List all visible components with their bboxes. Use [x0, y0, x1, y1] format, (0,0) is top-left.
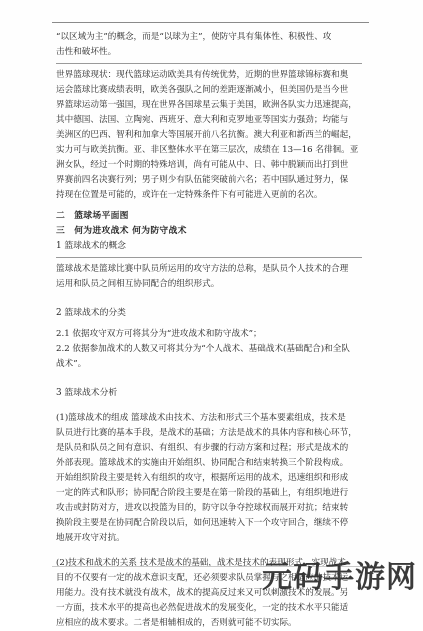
text-line: 击性和破坏性。 [56, 47, 117, 57]
list-item: 2.1 依据攻守双方可将其分为“进攻战术和防守战术”； [56, 329, 262, 339]
text-line: 地展开攻守对抗。 [56, 533, 125, 543]
text-line: 一方面，技术水平的提高也必然促进战术的发展变化，一定的技术水平只能适 [56, 603, 349, 613]
classification-list [56, 327, 362, 372]
section-divider [56, 63, 362, 64]
text-line: 是队员和队员之间有意识、有组织、有步骤的行动方案和过程；形式是战术的 [56, 443, 349, 453]
text-line: 一定的阵式和队形；协同配合阶段主要是在第一阶段的基础上，有组织地进行 [56, 488, 349, 498]
tactics-composition-paragraph [56, 411, 362, 546]
top-rule [52, 22, 369, 23]
site-watermark: 元码手游网 [262, 560, 417, 595]
intro-paragraph [56, 30, 362, 60]
section-2-title: 2 篮球战术的分类 [56, 308, 126, 318]
text-line: 美洲区的巴西、智利和加拿大等国展开前八名抗衡。澳大利亚和新西兰的崛起， [56, 130, 357, 140]
text-line: 实力可与欧美抗衡。亚、非区整体水平在第三层次，成绩在 13—16 名徘徊。亚 [56, 145, 359, 155]
text-line: 外部表现。篮球战术的实施由开始组织、协同配合和结束转换三个阶段构成。 [56, 458, 349, 468]
text-line: 目的不仅要有一定的战术意识支配，还必须要求队员掌握与之相适应的技术运 [56, 573, 349, 583]
text-line: (2)技术和战术的关系 技术是战术的基础，战术是技术的表现形式。实现战术 [56, 558, 346, 568]
text-line: “以区域为主”的概念，而是“以球为主”，使防守具有集体性、积极性、攻 [56, 32, 332, 42]
text-line: 攻击或封防对方，进攻以投篮为目的，防守以争夺控球权而展开对抗；结束转 [56, 503, 349, 513]
text-line: 界篮球运动第一强国，现在世界各国球星云集于美国，欧洲各队实力迅速提高， [56, 100, 357, 110]
section-3-title: 3 篮球战术分析 [56, 388, 118, 398]
list-item: 战术”。 [56, 359, 87, 369]
text-line: 其中德国、法国、立陶宛、西班牙、意大利和克罗地亚等国实力强劲；均能与 [56, 115, 349, 125]
text-line: 运会篮球比赛成绩表明，欧美各强队之间的差距逐渐减小，但美国仍是当今世 [56, 85, 349, 95]
list-item: 2.2 依据参加战术的人数又可将其分为“个人战术、基础战术(基础配合)和全队 [56, 344, 350, 354]
concept-paragraph [56, 262, 362, 292]
world-status-paragraph [56, 68, 362, 203]
text-line: 洲女队，经过一个时期的特殊培训，尚有可能从中、日、韩中脱颖而出打到世 [56, 160, 349, 170]
text-line: 篮球战术是篮球比赛中队员所运用的攻守方法的总称，是队员个人技术的合理 [56, 264, 349, 274]
text-line: 持现在位置是可能的，或许在一定特殊条件下有可能进入更前的名次。 [56, 190, 323, 200]
section-divider [56, 257, 362, 258]
document-body [56, 30, 362, 631]
section-1-title: 1 篮球战术的概念 [56, 241, 126, 251]
text-line: 开始组织阶段主要是转入有组织的攻守，根据所运用的战术，迅速组织和形成 [56, 473, 349, 483]
text-line: 换阶段主要是在协同配合阶段以后，如何迅速转入下一个攻守回合，继续不停 [56, 518, 349, 528]
text-line: 世界篮球现状：现代篮球运动欧美具有传统优势，近期的世界篮球锦标赛和奥 [56, 70, 349, 80]
text-line: 界赛前四名决赛行列；男子则少有队伍能突破前六名；若中国队通过努力，保 [56, 175, 349, 185]
heading-court-diagram: 二 篮球场平面图 [56, 211, 129, 221]
text-line: 运用和队员之间相互协同配合的组织形式。 [56, 279, 220, 289]
heading-offense-defense: 三 何为进攻战术 何为防守战术 [56, 226, 187, 236]
text-line: 应相应的战术要求。二者是相辅相成的，否则就可能不切实际。 [56, 618, 297, 628]
text-line: (1)篮球战术的组成 篮球战术由技术、方法和形式三个基本要素组成，技术是 [56, 413, 346, 423]
text-line: 队员进行比赛的基本手段，是战术的基础；方法是战术的具体内容和核心环节， [56, 428, 357, 438]
text-line: 用能力。没有技术就没有战术，战术的提高反过来又可以刺激技术的发展。另 [56, 588, 349, 598]
